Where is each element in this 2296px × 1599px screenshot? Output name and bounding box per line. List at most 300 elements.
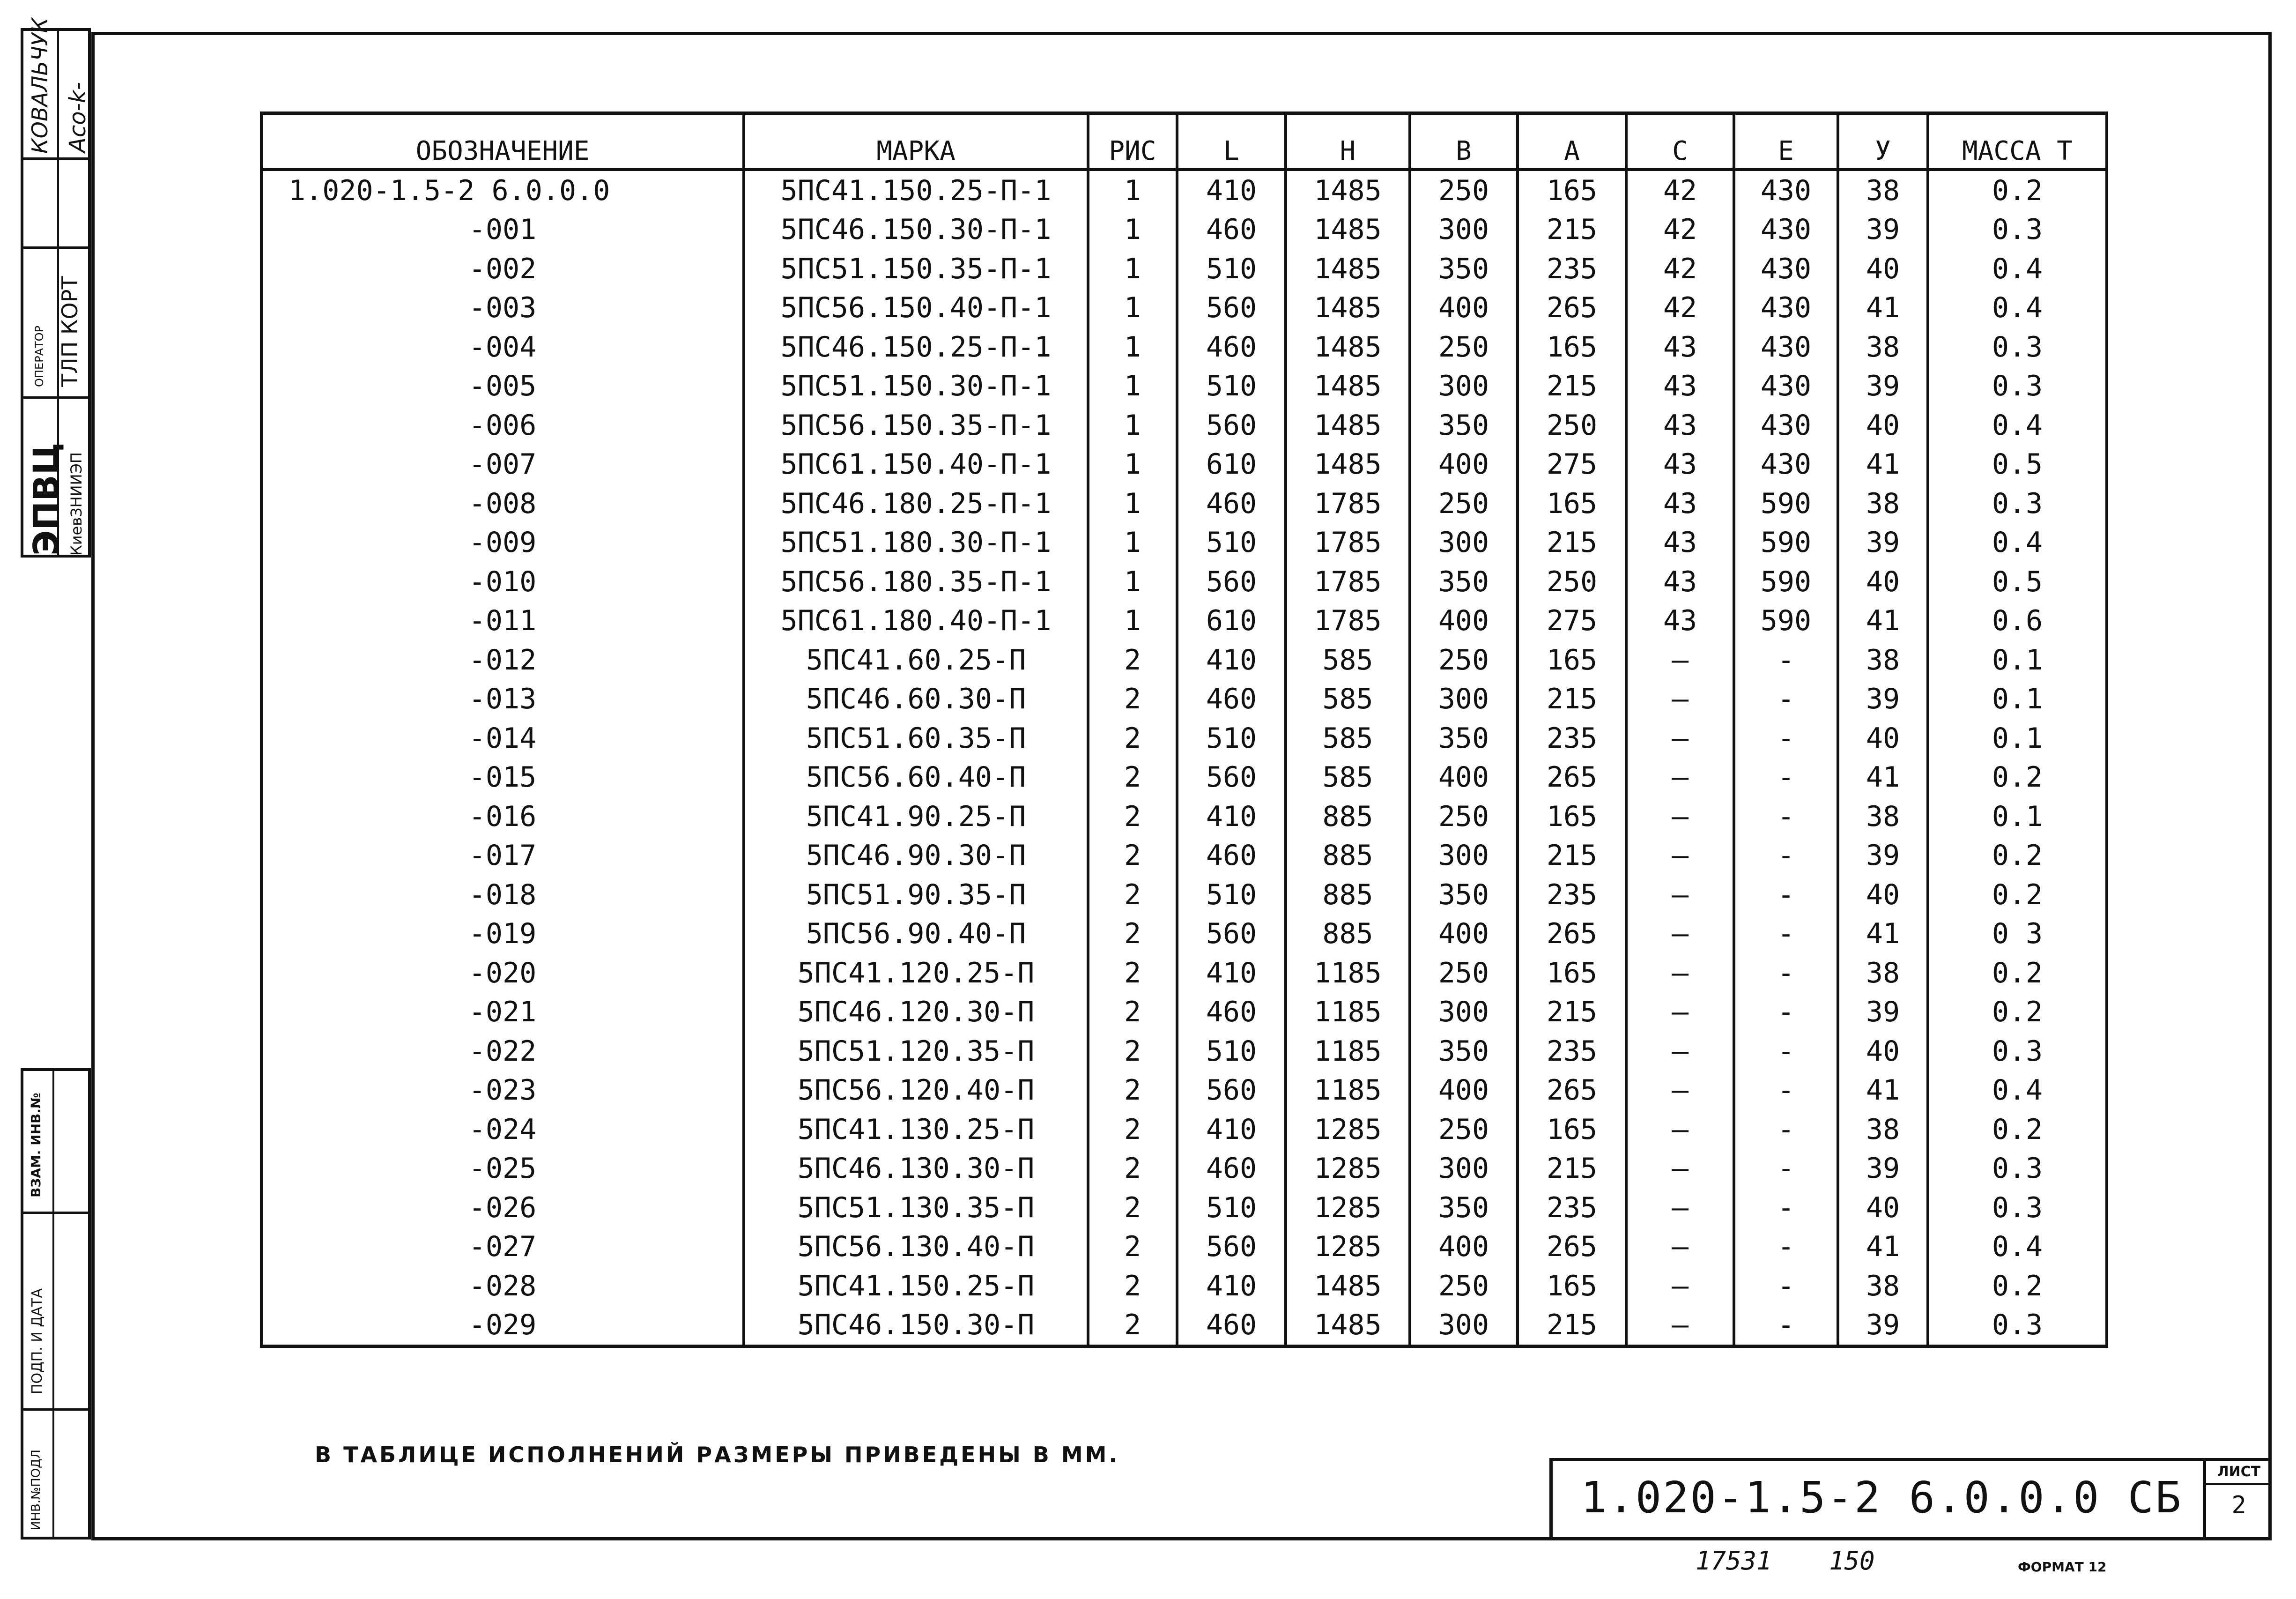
mark-cell: 5ПС46.150.30-П bbox=[744, 1306, 1088, 1346]
table-cell: 215 bbox=[1518, 836, 1626, 876]
mark-cell: 5ПС51.60.35-П bbox=[744, 719, 1088, 758]
table-cell: 165 bbox=[1518, 640, 1626, 680]
table-cell: 410 bbox=[1177, 1266, 1286, 1306]
table-cell: 1785 bbox=[1286, 484, 1410, 523]
table-cell: 265 bbox=[1518, 758, 1626, 797]
table-cell: 410 bbox=[1177, 797, 1286, 836]
mark-cell: 5ПС41.90.25-П bbox=[744, 797, 1088, 836]
table-cell: – bbox=[1626, 1227, 1734, 1267]
column-header: B bbox=[1410, 113, 1518, 170]
table-cell: 39 bbox=[1838, 680, 1928, 719]
table-cell: 0.4 bbox=[1928, 406, 2107, 445]
table-cell: 460 bbox=[1177, 836, 1286, 876]
table-cell: 590 bbox=[1734, 602, 1838, 641]
table-cell: 430 bbox=[1734, 445, 1838, 484]
table-cell: 885 bbox=[1286, 797, 1410, 836]
table-cell: 585 bbox=[1286, 640, 1410, 680]
table-cell: 215 bbox=[1518, 367, 1626, 406]
table-cell: 39 bbox=[1838, 210, 1928, 250]
table-cell: 39 bbox=[1838, 1149, 1928, 1189]
table-cell: 430 bbox=[1734, 327, 1838, 367]
stamp-org-sub: КиевЗНИИЭП bbox=[67, 452, 85, 556]
margin-labels-block bbox=[21, 1068, 91, 1540]
table-cell: 250 bbox=[1518, 562, 1626, 602]
table-cell: 0.2 bbox=[1928, 836, 2107, 876]
table-cell: - bbox=[1734, 1227, 1838, 1267]
table-cell: - bbox=[1734, 1071, 1838, 1110]
table-cell: 1285 bbox=[1286, 1110, 1410, 1149]
table-cell: 430 bbox=[1734, 249, 1838, 289]
table-cell: 0.3 bbox=[1928, 1149, 2107, 1189]
table-cell: 400 bbox=[1410, 289, 1518, 328]
table-cell: 430 bbox=[1734, 289, 1838, 328]
table-cell: 460 bbox=[1177, 210, 1286, 250]
table-cell: 300 bbox=[1410, 367, 1518, 406]
table-cell: 1485 bbox=[1286, 445, 1410, 484]
table-cell: 1285 bbox=[1286, 1149, 1410, 1189]
column-header: C bbox=[1626, 113, 1734, 170]
table-cell: 38 bbox=[1838, 1266, 1928, 1306]
column-header: E bbox=[1734, 113, 1838, 170]
designation-cell: -024 bbox=[261, 1110, 744, 1149]
mark-cell: 5ПС46.60.30-П bbox=[744, 680, 1088, 719]
table-cell: 1185 bbox=[1286, 1032, 1410, 1071]
table-cell: 165 bbox=[1518, 1266, 1626, 1306]
table-cell: – bbox=[1626, 953, 1734, 993]
table-cell: – bbox=[1626, 1306, 1734, 1346]
table-row bbox=[261, 170, 2107, 210]
table-cell: 1485 bbox=[1286, 289, 1410, 328]
table-cell: 265 bbox=[1518, 289, 1626, 328]
table-cell: 0.3 bbox=[1928, 327, 2107, 367]
table-cell: 41 bbox=[1838, 602, 1928, 641]
mark-cell: 5ПС56.180.35-П-1 bbox=[744, 562, 1088, 602]
table-cell: 2 bbox=[1088, 953, 1177, 993]
table-cell: – bbox=[1626, 680, 1734, 719]
table-cell: - bbox=[1734, 1149, 1838, 1189]
table-cell: 42 bbox=[1626, 170, 1734, 210]
podp-data-label: ПОДП. И ДАТА bbox=[29, 1288, 45, 1394]
table-cell: – bbox=[1626, 915, 1734, 954]
table-row bbox=[261, 719, 2107, 758]
table-cell: 250 bbox=[1410, 170, 1518, 210]
table-cell: 43 bbox=[1626, 367, 1734, 406]
table-cell: 560 bbox=[1177, 915, 1286, 954]
designation-cell: -002 bbox=[261, 249, 744, 289]
table-cell: 1485 bbox=[1286, 327, 1410, 367]
table-cell: 1485 bbox=[1286, 406, 1410, 445]
table-cell: 43 bbox=[1626, 602, 1734, 641]
table-cell: 1 bbox=[1088, 602, 1177, 641]
table-row bbox=[261, 406, 2107, 445]
mark-cell: 5ПС51.150.30-П-1 bbox=[744, 367, 1088, 406]
table-cell: 1 bbox=[1088, 210, 1177, 250]
table-cell: 41 bbox=[1838, 1071, 1928, 1110]
table-cell: 43 bbox=[1626, 484, 1734, 523]
table-cell: – bbox=[1626, 836, 1734, 876]
table-cell: 510 bbox=[1177, 1188, 1286, 1227]
table-row bbox=[261, 1188, 2107, 1227]
table-cell: 165 bbox=[1518, 484, 1626, 523]
designation-cell: -017 bbox=[261, 836, 744, 876]
mark-cell: 5ПС51.150.35-П-1 bbox=[744, 249, 1088, 289]
table-cell: 300 bbox=[1410, 836, 1518, 876]
signature-mark: Aco-k- bbox=[65, 82, 91, 153]
vzam-inv-label: ВЗАМ. ИНВ.№ bbox=[28, 1093, 44, 1197]
table-cell: 275 bbox=[1518, 445, 1626, 484]
table-cell: 235 bbox=[1518, 1032, 1626, 1071]
table-cell: 275 bbox=[1518, 602, 1626, 641]
table-cell: - bbox=[1734, 953, 1838, 993]
table-cell: 350 bbox=[1410, 406, 1518, 445]
designation-cell: -019 bbox=[261, 915, 744, 954]
table-cell: 300 bbox=[1410, 1306, 1518, 1346]
table-cell: 0.2 bbox=[1928, 758, 2107, 797]
table-cell: 585 bbox=[1286, 719, 1410, 758]
table-cell: 250 bbox=[1410, 797, 1518, 836]
table-cell: 0.2 bbox=[1928, 1266, 2107, 1306]
table-cell: 215 bbox=[1518, 993, 1626, 1032]
mark-cell: 5ПС56.150.35-П-1 bbox=[744, 406, 1088, 445]
table-cell: 39 bbox=[1838, 836, 1928, 876]
table-cell: 2 bbox=[1088, 758, 1177, 797]
table-cell: 42 bbox=[1626, 289, 1734, 328]
designation-cell: 1.020-1.5-2 6.0.0.0 bbox=[261, 170, 744, 210]
table-cell: 0.4 bbox=[1928, 1227, 2107, 1267]
table-cell: 38 bbox=[1838, 1110, 1928, 1149]
table-cell: 590 bbox=[1734, 562, 1838, 602]
table-cell: 0.1 bbox=[1928, 719, 2107, 758]
mark-cell: 5ПС61.150.40-П-1 bbox=[744, 445, 1088, 484]
table-cell: – bbox=[1626, 1110, 1734, 1149]
table-cell: 1485 bbox=[1286, 1266, 1410, 1306]
table-cell: 250 bbox=[1410, 327, 1518, 367]
table-cell: 350 bbox=[1410, 249, 1518, 289]
column-header: L bbox=[1177, 113, 1286, 170]
table-cell: 165 bbox=[1518, 797, 1626, 836]
table-cell: 350 bbox=[1410, 1188, 1518, 1227]
column-header: МАССА Т bbox=[1928, 113, 2107, 170]
table-cell: 2 bbox=[1088, 915, 1177, 954]
table-cell: 41 bbox=[1838, 758, 1928, 797]
sheet-box bbox=[2203, 1458, 2272, 1540]
table-cell: 460 bbox=[1177, 680, 1286, 719]
table-row bbox=[261, 249, 2107, 289]
designation-cell: -013 bbox=[261, 680, 744, 719]
mark-cell: 5ПС46.130.30-П bbox=[744, 1149, 1088, 1189]
table-cell: – bbox=[1626, 993, 1734, 1032]
table-cell: 410 bbox=[1177, 1110, 1286, 1149]
organization-stamp bbox=[21, 17, 91, 558]
table-cell: 350 bbox=[1410, 875, 1518, 915]
table-cell: – bbox=[1626, 1149, 1734, 1189]
designation-cell: -022 bbox=[261, 1032, 744, 1071]
table-cell: 560 bbox=[1177, 562, 1286, 602]
table-cell: – bbox=[1626, 640, 1734, 680]
table-cell: 39 bbox=[1838, 1306, 1928, 1346]
table-cell: - bbox=[1734, 1110, 1838, 1149]
designation-cell: -015 bbox=[261, 758, 744, 797]
designation-cell: -020 bbox=[261, 953, 744, 993]
table-cell: 410 bbox=[1177, 640, 1286, 680]
table-cell: 585 bbox=[1286, 758, 1410, 797]
mark-cell: 5ПС46.90.30-П bbox=[744, 836, 1088, 876]
designation-cell: -012 bbox=[261, 640, 744, 680]
designation-cell: -005 bbox=[261, 367, 744, 406]
table-cell: 42 bbox=[1626, 249, 1734, 289]
stamp-surname: КОВАЛЬЧУК bbox=[27, 17, 52, 154]
table-cell: – bbox=[1626, 1071, 1734, 1110]
table-cell: 885 bbox=[1286, 836, 1410, 876]
table-cell: 2 bbox=[1088, 797, 1177, 836]
table-cell: 300 bbox=[1410, 523, 1518, 563]
table-cell: 350 bbox=[1410, 562, 1518, 602]
table-cell: 2 bbox=[1088, 1149, 1177, 1189]
table-cell: 165 bbox=[1518, 1110, 1626, 1149]
table-cell: 0.2 bbox=[1928, 875, 2107, 915]
table-row bbox=[261, 523, 2107, 563]
table-cell: 0.1 bbox=[1928, 680, 2107, 719]
table-cell: 40 bbox=[1838, 719, 1928, 758]
table-cell: 1785 bbox=[1286, 523, 1410, 563]
designation-cell: -023 bbox=[261, 1071, 744, 1110]
table-cell: 215 bbox=[1518, 680, 1626, 719]
table-cell: 2 bbox=[1088, 1071, 1177, 1110]
table-cell: 1 bbox=[1088, 249, 1177, 289]
table-cell: 0.6 bbox=[1928, 602, 2107, 641]
sheet-label: ЛИСТ bbox=[2206, 1461, 2272, 1485]
table-cell: 460 bbox=[1177, 327, 1286, 367]
mark-cell: 5ПС41.120.25-П bbox=[744, 953, 1088, 993]
table-row bbox=[261, 367, 2107, 406]
table-cell: 0.3 bbox=[1928, 1188, 2107, 1227]
table-cell: - bbox=[1734, 993, 1838, 1032]
table-row bbox=[261, 1032, 2107, 1071]
table-cell: 0.1 bbox=[1928, 640, 2107, 680]
table-cell: – bbox=[1626, 797, 1734, 836]
table-cell: - bbox=[1734, 758, 1838, 797]
table-row bbox=[261, 875, 2107, 915]
footer-number-2: 150 bbox=[1829, 1546, 1875, 1576]
designation-cell: -027 bbox=[261, 1227, 744, 1267]
table-cell: 250 bbox=[1410, 1266, 1518, 1306]
table-row bbox=[261, 797, 2107, 836]
table-cell: 2 bbox=[1088, 1227, 1177, 1267]
table-cell: 0.2 bbox=[1928, 170, 2107, 210]
table-cell: 400 bbox=[1410, 445, 1518, 484]
table-row bbox=[261, 445, 2107, 484]
table-cell: 610 bbox=[1177, 602, 1286, 641]
table-cell: 235 bbox=[1518, 1188, 1626, 1227]
table-cell: 0.5 bbox=[1928, 562, 2107, 602]
table-cell: 0.2 bbox=[1928, 953, 2107, 993]
table-cell: 460 bbox=[1177, 1306, 1286, 1346]
table-cell: - bbox=[1734, 640, 1838, 680]
table-cell: 510 bbox=[1177, 367, 1286, 406]
mark-cell: 5ПС61.180.40-П-1 bbox=[744, 602, 1088, 641]
table-cell: 590 bbox=[1734, 523, 1838, 563]
designation-cell: -021 bbox=[261, 993, 744, 1032]
table-cell: 2 bbox=[1088, 680, 1177, 719]
table-cell: 2 bbox=[1088, 1266, 1177, 1306]
table-cell: 510 bbox=[1177, 1032, 1286, 1071]
table-header-row bbox=[261, 113, 2107, 170]
table-cell: 1785 bbox=[1286, 562, 1410, 602]
table-cell: 0.3 bbox=[1928, 367, 2107, 406]
table-cell: 1185 bbox=[1286, 953, 1410, 993]
title-block bbox=[1549, 1458, 2203, 1540]
stamp-operator: ТЛП КОРТ bbox=[57, 276, 82, 387]
table-cell: 40 bbox=[1838, 1032, 1928, 1071]
table-row bbox=[261, 1306, 2107, 1346]
table-row bbox=[261, 327, 2107, 367]
table-cell: 410 bbox=[1177, 170, 1286, 210]
table-cell: - bbox=[1734, 1266, 1838, 1306]
table-cell: 1485 bbox=[1286, 367, 1410, 406]
table-cell: 510 bbox=[1177, 523, 1286, 563]
mark-cell: 5ПС51.130.35-П bbox=[744, 1188, 1088, 1227]
table-cell: 43 bbox=[1626, 562, 1734, 602]
table-cell: 400 bbox=[1410, 1071, 1518, 1110]
table-cell: - bbox=[1734, 1306, 1838, 1346]
designation-cell: -008 bbox=[261, 484, 744, 523]
table-row bbox=[261, 680, 2107, 719]
column-header: H bbox=[1286, 113, 1410, 170]
sheet-number: 2 bbox=[2231, 1491, 2246, 1519]
table-cell: 0 3 bbox=[1928, 915, 2107, 954]
mark-cell: 5ПС46.180.25-П-1 bbox=[744, 484, 1088, 523]
table-cell: 250 bbox=[1410, 953, 1518, 993]
table-cell: 165 bbox=[1518, 327, 1626, 367]
table-cell: 1 bbox=[1088, 327, 1177, 367]
table-cell: 1 bbox=[1088, 523, 1177, 563]
mark-cell: 5ПС41.130.25-П bbox=[744, 1110, 1088, 1149]
table-cell: – bbox=[1626, 1032, 1734, 1071]
table-cell: 400 bbox=[1410, 1227, 1518, 1267]
table-row bbox=[261, 210, 2107, 250]
table-cell: 460 bbox=[1177, 993, 1286, 1032]
table-row bbox=[261, 484, 2107, 523]
table-cell: 1485 bbox=[1286, 249, 1410, 289]
table-cell: 215 bbox=[1518, 523, 1626, 563]
table-cell: 41 bbox=[1838, 289, 1928, 328]
table-cell: 38 bbox=[1838, 640, 1928, 680]
designation-cell: -007 bbox=[261, 445, 744, 484]
mark-cell: 5ПС46.120.30-П bbox=[744, 993, 1088, 1032]
table-cell: 510 bbox=[1177, 875, 1286, 915]
table-cell: 215 bbox=[1518, 1149, 1626, 1189]
table-cell: 0.3 bbox=[1928, 484, 2107, 523]
table-cell: 39 bbox=[1838, 367, 1928, 406]
table-cell: 350 bbox=[1410, 719, 1518, 758]
table-cell: 300 bbox=[1410, 993, 1518, 1032]
table-cell: 0.4 bbox=[1928, 1071, 2107, 1110]
table-cell: - bbox=[1734, 1188, 1838, 1227]
table-cell: 0.3 bbox=[1928, 1032, 2107, 1071]
table-cell: - bbox=[1734, 915, 1838, 954]
table-cell: 0.2 bbox=[1928, 1110, 2107, 1149]
table-cell: 165 bbox=[1518, 170, 1626, 210]
table-cell: 235 bbox=[1518, 719, 1626, 758]
table-cell: 0.3 bbox=[1928, 210, 2107, 250]
table-cell: - bbox=[1734, 719, 1838, 758]
mark-cell: 5ПС41.60.25-П bbox=[744, 640, 1088, 680]
table-row bbox=[261, 602, 2107, 641]
table-cell: 2 bbox=[1088, 1188, 1177, 1227]
table-row bbox=[261, 1227, 2107, 1267]
table-cell: 1785 bbox=[1286, 602, 1410, 641]
footer-number-1: 17531 bbox=[1696, 1546, 1772, 1576]
designation-cell: -018 bbox=[261, 875, 744, 915]
table-cell: 40 bbox=[1838, 562, 1928, 602]
table-cell: 40 bbox=[1838, 249, 1928, 289]
table-cell: - bbox=[1734, 836, 1838, 876]
document-code: 1.020-1.5-2 6.0.0.0 СБ bbox=[1581, 1473, 2183, 1523]
inv-podl-label: ИНВ.№ПОДЛ bbox=[29, 1449, 43, 1530]
table-cell: 250 bbox=[1410, 640, 1518, 680]
designation-cell: -009 bbox=[261, 523, 744, 563]
column-header: ОБОЗНАЧЕНИЕ bbox=[261, 113, 744, 170]
table-row bbox=[261, 915, 2107, 954]
table-cell: 1485 bbox=[1286, 210, 1410, 250]
table-cell: 560 bbox=[1177, 758, 1286, 797]
mark-cell: 5ПС41.150.25-П bbox=[744, 1266, 1088, 1306]
table-cell: 1285 bbox=[1286, 1227, 1410, 1267]
designation-cell: -011 bbox=[261, 602, 744, 641]
table-cell: – bbox=[1626, 758, 1734, 797]
mark-cell: 5ПС56.150.40-П-1 bbox=[744, 289, 1088, 328]
table-cell: 350 bbox=[1410, 1032, 1518, 1071]
table-row bbox=[261, 1071, 2107, 1110]
table-cell: 41 bbox=[1838, 1227, 1928, 1267]
table-cell: – bbox=[1626, 1188, 1734, 1227]
table-cell: 39 bbox=[1838, 993, 1928, 1032]
table-cell: 2 bbox=[1088, 836, 1177, 876]
table-cell: 400 bbox=[1410, 758, 1518, 797]
table-cell: 215 bbox=[1518, 1306, 1626, 1346]
mark-cell: 5ПС56.60.40-П bbox=[744, 758, 1088, 797]
table-cell: 40 bbox=[1838, 406, 1928, 445]
table-cell: 1 bbox=[1088, 484, 1177, 523]
table-cell: 585 bbox=[1286, 680, 1410, 719]
table-cell: 560 bbox=[1177, 406, 1286, 445]
table-cell: 560 bbox=[1177, 289, 1286, 328]
format-label: ФОРМАТ 12 bbox=[2018, 1559, 2107, 1575]
column-header: МАРКА bbox=[744, 113, 1088, 170]
table-cell: 1 bbox=[1088, 170, 1177, 210]
table-cell: 39 bbox=[1838, 523, 1928, 563]
table-body bbox=[261, 170, 2107, 1346]
table-cell: 0.1 bbox=[1928, 797, 2107, 836]
table-row bbox=[261, 953, 2107, 993]
designation-cell: -010 bbox=[261, 562, 744, 602]
table-cell: 0.3 bbox=[1928, 1306, 2107, 1346]
table-cell: 215 bbox=[1518, 210, 1626, 250]
mark-cell: 5ПС51.180.30-П-1 bbox=[744, 523, 1088, 563]
table-cell: – bbox=[1626, 1266, 1734, 1306]
table-cell: 43 bbox=[1626, 445, 1734, 484]
table-cell: 250 bbox=[1410, 484, 1518, 523]
table-cell: 265 bbox=[1518, 915, 1626, 954]
table-cell: 0.4 bbox=[1928, 249, 2107, 289]
column-header: У bbox=[1838, 113, 1928, 170]
table-cell: 38 bbox=[1838, 170, 1928, 210]
table-cell: 43 bbox=[1626, 523, 1734, 563]
designation-cell: -003 bbox=[261, 289, 744, 328]
table-cell: 38 bbox=[1838, 484, 1928, 523]
table-cell: 2 bbox=[1088, 719, 1177, 758]
table-cell: 235 bbox=[1518, 875, 1626, 915]
